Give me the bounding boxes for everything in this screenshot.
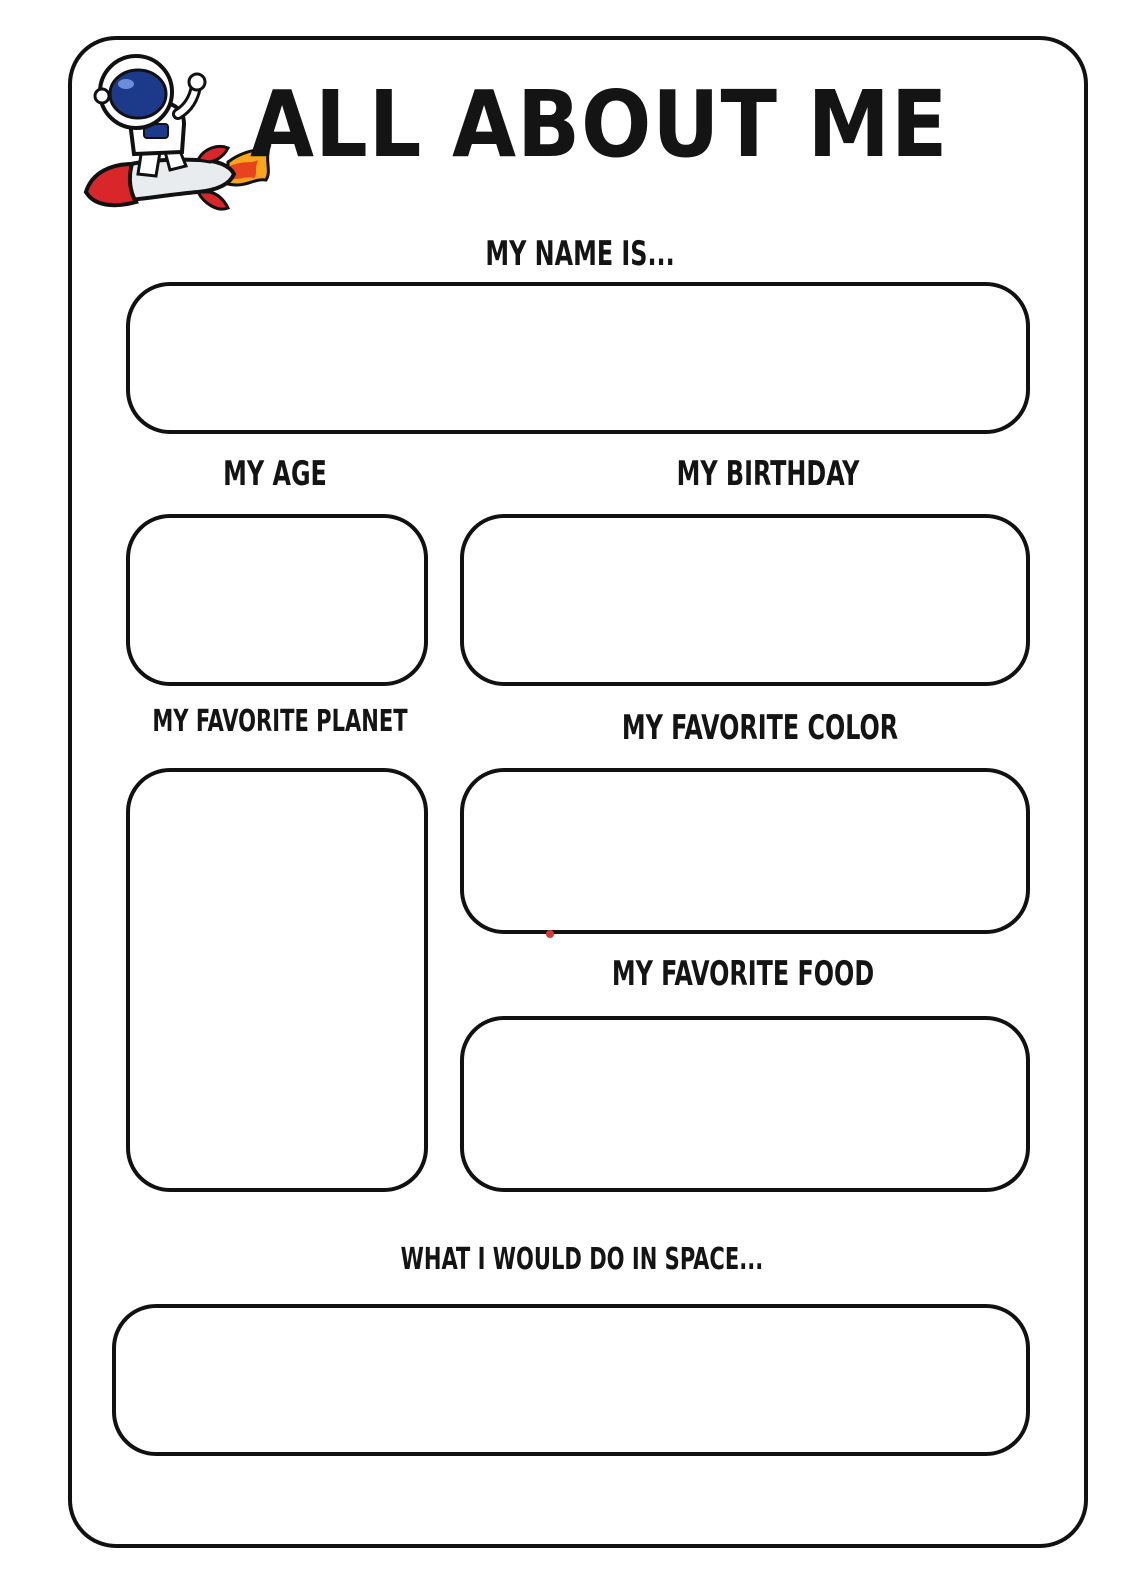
- birthday-box[interactable]: [460, 514, 1030, 686]
- label-name: MY NAME IS...: [485, 234, 675, 274]
- color-box[interactable]: [460, 768, 1030, 934]
- label-birthday: MY BIRTHDAY: [676, 454, 860, 494]
- label-color: MY FAVORITE COLOR: [621, 708, 899, 748]
- name-box[interactable]: [126, 282, 1030, 434]
- food-box[interactable]: [460, 1016, 1030, 1192]
- worksheet-title: ALL ABOUT ME: [250, 71, 949, 178]
- label-space: WHAT I WOULD DO IN SPACE...: [400, 1242, 764, 1277]
- space-box[interactable]: [112, 1304, 1030, 1456]
- label-age: MY AGE: [223, 454, 327, 494]
- stray-mark: [546, 930, 554, 938]
- label-food: MY FAVORITE FOOD: [611, 954, 875, 994]
- label-planet: MY FAVORITE PLANET: [152, 704, 408, 739]
- astronaut-on-rocket-icon: [78, 52, 274, 232]
- age-box[interactable]: [126, 514, 428, 686]
- planet-box[interactable]: [126, 768, 428, 1192]
